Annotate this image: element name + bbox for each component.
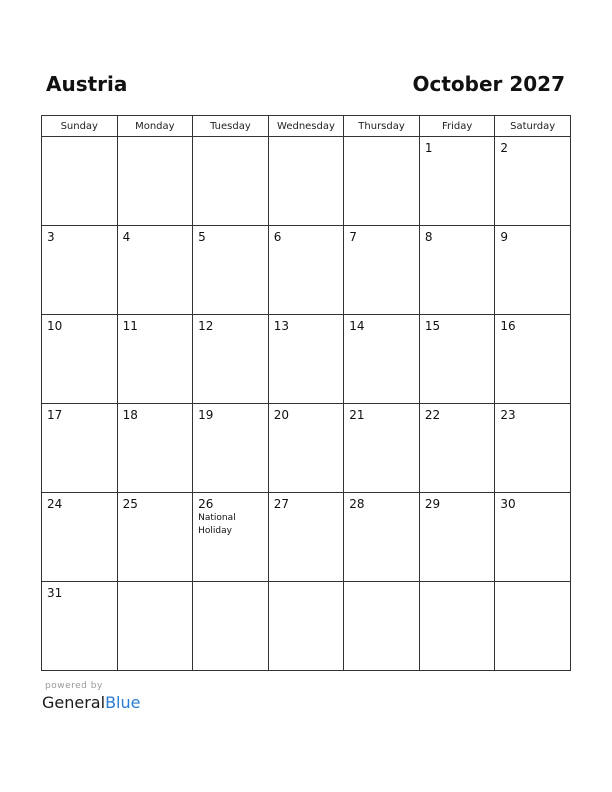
- day-number: 20: [273, 408, 289, 422]
- day-cell: [268, 404, 344, 493]
- day-number: 9: [500, 230, 509, 244]
- day-number: 12: [198, 319, 214, 333]
- day-cell: [117, 137, 193, 226]
- month-year-title: October 2027: [412, 72, 565, 96]
- day-cell: [344, 582, 420, 671]
- weekday-header: Friday: [419, 116, 495, 137]
- weekday-header: Wednesday: [268, 116, 344, 137]
- day-number: [269, 137, 344, 141]
- day-number: 2: [500, 141, 509, 155]
- day-number: 10: [47, 319, 63, 333]
- day-number: 5: [198, 230, 206, 244]
- day-cell: [419, 315, 495, 404]
- day-number: 3: [47, 230, 55, 244]
- day-number: 15: [424, 319, 441, 333]
- day-cell: [42, 404, 118, 493]
- day-number: 24: [47, 497, 63, 511]
- day-cell-holiday: [193, 493, 269, 582]
- day-cell: [193, 137, 269, 226]
- day-number: 4: [122, 230, 131, 244]
- day-number: 18: [122, 408, 138, 422]
- day-cell: [419, 226, 495, 315]
- day-number: [118, 582, 193, 586]
- day-number: 19: [198, 408, 214, 422]
- day-number: [344, 137, 419, 141]
- brand-blue-text: Blue: [105, 693, 141, 712]
- day-cell: [268, 315, 344, 404]
- day-cell: [419, 404, 495, 493]
- holiday-label: National Holiday: [198, 513, 236, 536]
- weekday-header: Sunday: [42, 116, 118, 137]
- day-number: [42, 137, 117, 141]
- day-number: [344, 582, 419, 586]
- day-cell: [268, 137, 344, 226]
- weekday-header: Saturday: [495, 116, 571, 137]
- day-cell: [42, 315, 118, 404]
- day-cell: [117, 315, 193, 404]
- day-cell: [193, 582, 269, 671]
- day-number: 14: [349, 319, 365, 333]
- day-cell: [344, 315, 420, 404]
- day-cell: [344, 404, 420, 493]
- powered-by-text: powered by: [45, 681, 103, 691]
- brand-general-text: General: [42, 693, 106, 712]
- day-number: 13: [273, 319, 289, 333]
- day-cell: [344, 137, 420, 226]
- day-number: 21: [349, 408, 365, 422]
- day-number: 29: [424, 497, 441, 511]
- day-cell: [344, 493, 420, 582]
- day-cell: [419, 137, 495, 226]
- week-row: [42, 582, 571, 671]
- day-cell: [419, 582, 495, 671]
- day-cell: [495, 582, 571, 671]
- weekday-header: Tuesday: [193, 116, 269, 137]
- day-cell: [117, 493, 193, 582]
- day-number: 27: [273, 497, 289, 511]
- calendar-grid: [41, 115, 571, 671]
- week-row: [42, 404, 571, 493]
- weekday-header: Monday: [117, 116, 193, 137]
- day-cell: [42, 582, 118, 671]
- week-row: [42, 137, 571, 226]
- day-number: 1: [424, 141, 433, 155]
- day-number: [495, 582, 570, 586]
- country-title: Austria: [46, 72, 128, 96]
- day-cell: [495, 137, 571, 226]
- day-number: 11: [122, 319, 138, 333]
- day-cell: [495, 226, 571, 315]
- day-cell: [117, 226, 193, 315]
- day-number: 6: [273, 230, 282, 244]
- day-number: 30: [500, 497, 516, 511]
- day-number: 23: [500, 408, 516, 422]
- day-cell: [268, 582, 344, 671]
- day-cell: [495, 404, 571, 493]
- week-row: [42, 493, 571, 582]
- weekday-header: Thursday: [344, 116, 420, 137]
- day-cell: [117, 582, 193, 671]
- day-number: [193, 137, 268, 141]
- day-number: [118, 137, 193, 141]
- day-number: 26: [198, 497, 214, 511]
- week-row: [42, 226, 571, 315]
- day-number: [420, 582, 495, 586]
- day-cell: [495, 315, 571, 404]
- day-number: 25: [122, 497, 138, 511]
- day-number: 22: [424, 408, 441, 422]
- day-cell: [495, 493, 571, 582]
- weekday-header-row: [42, 116, 571, 137]
- day-number: 16: [500, 319, 516, 333]
- day-cell: [268, 226, 344, 315]
- day-cell: [42, 137, 118, 226]
- day-cell: [193, 315, 269, 404]
- day-cell: [42, 226, 118, 315]
- day-cell: [268, 493, 344, 582]
- day-cell: [42, 493, 118, 582]
- day-number: [269, 582, 344, 586]
- day-cell: [344, 226, 420, 315]
- day-cell: [419, 493, 495, 582]
- day-number: 17: [47, 408, 63, 422]
- day-cell: [193, 226, 269, 315]
- day-number: 31: [47, 586, 63, 600]
- generalblue-logo[interactable]: [42, 693, 140, 713]
- day-number: 7: [349, 230, 357, 244]
- day-number: [193, 582, 268, 586]
- day-cell: [117, 404, 193, 493]
- week-row: [42, 315, 571, 404]
- day-number: 8: [424, 230, 433, 244]
- day-number: 28: [349, 497, 365, 511]
- day-cell: [193, 404, 269, 493]
